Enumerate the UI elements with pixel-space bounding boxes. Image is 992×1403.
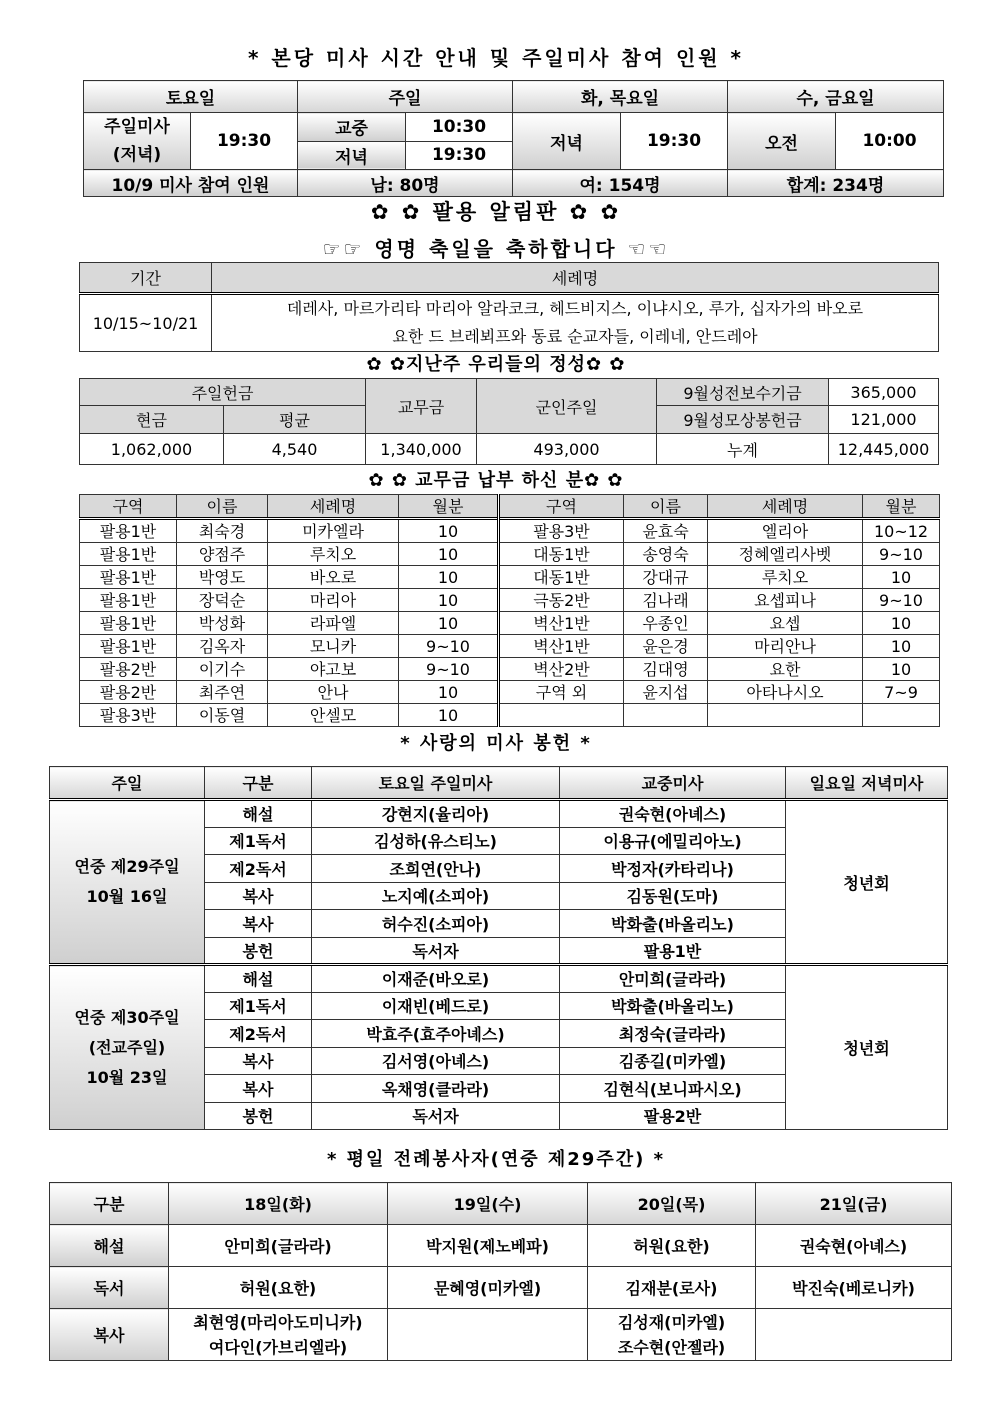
table-row — [50, 800, 948, 828]
dues-header-cell: 월분 — [399, 495, 499, 519]
sunday-main-label: 교중 — [298, 113, 406, 142]
fund1-label: 9월성전보수기금 — [657, 379, 829, 406]
attendance-label: 10/9 미사 참여 인원 — [84, 170, 298, 197]
server-cell: 박화출(바올리노) — [560, 910, 786, 938]
table-row — [80, 704, 940, 727]
server-cell: 김동원(도마) — [560, 882, 786, 910]
dues-cell: 10 — [399, 704, 499, 727]
dues-cell: 팔용1반 — [80, 612, 177, 635]
server-cell: 최정숙(글라라) — [560, 1020, 786, 1048]
dues-cell: 구역 외 — [499, 681, 624, 704]
weekday-server-cell: 안미희(글라라) — [169, 1225, 388, 1267]
dues-cell: 9~10 — [863, 543, 940, 566]
dues-cell: 송영숙 — [624, 543, 708, 566]
weekday-title: * 평일 전례봉사자(연중 제29주간) * — [326, 1149, 666, 1170]
dues-cell: 극동2반 — [499, 589, 624, 612]
dues-cell: 벽산1반 — [499, 612, 624, 635]
table-row — [80, 681, 940, 704]
dues-cell: 9~10 — [399, 635, 499, 658]
dues-cell: 팔용3반 — [499, 519, 624, 543]
table-row — [80, 566, 940, 589]
cash-label: 현금 — [80, 406, 224, 434]
dues-cell: 김대영 — [624, 658, 708, 681]
table-row — [80, 612, 940, 635]
dues-cell: 10 — [399, 543, 499, 566]
fund1-value: 365,000 — [829, 379, 939, 406]
server-cell: 김현식(보니파시오) — [560, 1075, 786, 1103]
sunday-cell — [50, 800, 205, 965]
saturday-mass-time: 19:30 — [191, 113, 298, 170]
military-value: 493,000 — [477, 434, 657, 465]
feast-title: ☞☞ 영명 축일을 축하합니다 ☜☜ — [322, 237, 670, 261]
dues-cell: 루치오 — [708, 566, 863, 589]
role-cell: 봉헌 — [205, 937, 312, 965]
dues-cell: 10 — [399, 519, 499, 543]
love-header-cell: 토요일 주일미사 — [312, 767, 560, 800]
love-header-row — [50, 767, 948, 800]
dues-header-cell: 이름 — [624, 495, 708, 519]
dues-table — [79, 494, 940, 727]
weekday-server-cell: 박지원(제노베파) — [388, 1225, 588, 1267]
table-row — [50, 1225, 952, 1267]
dues-cell: 최주연 — [177, 681, 268, 704]
dues-cell: 최숙경 — [177, 519, 268, 543]
dues-cell: 라파엘 — [268, 612, 399, 635]
server-cell: 허수진(소피아) — [312, 910, 560, 938]
attendance-male: 남: 80명 — [298, 170, 513, 197]
fund2-label: 9월성모상봉헌금 — [657, 406, 829, 434]
dues-cell: 윤은경 — [624, 635, 708, 658]
server-name: 최현영(마리아도미니카) — [193, 1312, 363, 1332]
dues-cell: 팔용3반 — [80, 704, 177, 727]
dues-cell: 대동1반 — [499, 566, 624, 589]
dues-cell: 아타나시오 — [708, 681, 863, 704]
dues-cell: 팔용2반 — [80, 658, 177, 681]
table-row — [80, 635, 940, 658]
dues-cell: 10 — [863, 612, 940, 635]
weekday-server-cell — [588, 1309, 756, 1361]
col-baptismal-name: 세례명 — [212, 263, 939, 294]
sunday-cell — [50, 965, 205, 1130]
tue-thu-time: 19:30 — [621, 113, 728, 170]
weekday-header-cell: 19일(수) — [388, 1183, 588, 1225]
server-cell: 김종길(미카엘) — [560, 1047, 786, 1075]
server-cell: 안미희(글라라) — [560, 965, 786, 993]
sunday-line: (전교주일) — [88, 1037, 166, 1057]
average-label: 평균 — [224, 406, 366, 434]
dues-cell: 대동1반 — [499, 543, 624, 566]
dues-header-cell: 세례명 — [268, 495, 399, 519]
weekday-server-cell: 김재분(로사) — [588, 1267, 756, 1309]
weekday-header-cell: 18일(화) — [169, 1183, 388, 1225]
dues-cell: 윤효숙 — [624, 519, 708, 543]
dues-cell: 우종인 — [624, 612, 708, 635]
dues-cell: 10 — [863, 658, 940, 681]
page-title: * 본당 미사 시간 안내 및 주일미사 참여 인원 * — [247, 46, 745, 70]
dues-cell: 팔용1반 — [80, 566, 177, 589]
dues-cell: 10 — [399, 566, 499, 589]
role-cell: 제1독서 — [205, 992, 312, 1020]
server-cell: 팔용1반 — [560, 937, 786, 965]
wed-fri-time: 10:00 — [836, 113, 944, 170]
dues-cell — [708, 704, 863, 727]
dues-cell: 팔용2반 — [80, 681, 177, 704]
dues-cell: 마리아 — [268, 589, 399, 612]
weekday-server-cell: 허원(요한) — [588, 1225, 756, 1267]
dues-cell: 마리안나 — [708, 635, 863, 658]
role-cell: 복사 — [205, 1047, 312, 1075]
church-fee-label: 교무금 — [366, 379, 477, 434]
sunday-line: 10월 23일 — [86, 1067, 168, 1087]
weekday-table — [49, 1182, 952, 1361]
role-cell: 복사 — [205, 882, 312, 910]
role-cell: 복사 — [205, 1075, 312, 1103]
day-saturday: 토요일 — [84, 81, 298, 113]
feast-table — [79, 262, 939, 352]
dues-cell: 팔용1반 — [80, 519, 177, 543]
dues-cell: 안나 — [268, 681, 399, 704]
server-cell: 노지예(소피아) — [312, 882, 560, 910]
feast-names: 데레사, 마르가리타 마리아 알라코크, 헤드비지스, 이냐시오, 루가, 십자가의 바오로 요한 드 브레뵈프와 동료 순교자들, 이레네, 안드레아 — [212, 294, 939, 352]
dues-header-row — [80, 495, 940, 519]
love-header-cell: 교중미사 — [560, 767, 786, 800]
day-tue-thu: 화, 목요일 — [513, 81, 728, 113]
dues-cell: 9~10 — [863, 589, 940, 612]
server-cell: 독서자 — [312, 1102, 560, 1130]
server-cell: 김서영(아녜스) — [312, 1047, 560, 1075]
evening-mass-cell: 청년회 — [786, 965, 948, 1130]
weekday-server-cell — [169, 1309, 388, 1361]
wed-fri-label: 오전 — [728, 113, 836, 170]
table-row — [80, 543, 940, 566]
server-cell: 박화출(바올리노) — [560, 992, 786, 1020]
server-name — [388, 1310, 587, 1335]
dues-cell: 바오로 — [268, 566, 399, 589]
weekday-server-cell — [756, 1309, 952, 1361]
server-cell: 팔용2반 — [560, 1102, 786, 1130]
server-cell: 이재빈(베드로) — [312, 992, 560, 1020]
server-cell: 권숙현(아녜스) — [560, 800, 786, 828]
weekday-header-row — [50, 1183, 952, 1225]
role-cell: 제1독서 — [205, 827, 312, 855]
day-sunday: 주일 — [298, 81, 513, 113]
weekday-server-cell: 박진숙(베로니카) — [756, 1267, 952, 1309]
role-cell: 제2독서 — [205, 855, 312, 883]
dues-cell: 안셀모 — [268, 704, 399, 727]
dues-cell — [863, 704, 940, 727]
weekday-header-cell: 구분 — [50, 1183, 169, 1225]
role-cell: 해설 — [205, 965, 312, 993]
server-name: 여다인(가브리엘라) — [208, 1337, 348, 1357]
server-cell: 박정자(카타리나) — [560, 855, 786, 883]
dues-cell: 요셉피나 — [708, 589, 863, 612]
weekday-server-cell: 문혜영(미카엘) — [388, 1267, 588, 1309]
weekday-header-cell: 21일(금) — [756, 1183, 952, 1225]
dues-cell: 10 — [399, 612, 499, 635]
dues-cell: 10 — [863, 635, 940, 658]
average-value: 4,540 — [224, 434, 366, 465]
dues-cell — [624, 704, 708, 727]
attendance-total: 합계: 234명 — [728, 170, 944, 197]
table-row — [50, 1267, 952, 1309]
weekday-role-cell: 해설 — [50, 1225, 169, 1267]
dues-cell: 미카엘라 — [268, 519, 399, 543]
dues-cell: 김옥자 — [177, 635, 268, 658]
weekday-role-cell: 독서 — [50, 1267, 169, 1309]
server-cell: 강현지(율리아) — [312, 800, 560, 828]
dues-cell: 모니카 — [268, 635, 399, 658]
offering-table — [79, 378, 939, 465]
role-cell: 봉헌 — [205, 1102, 312, 1130]
dues-cell — [499, 704, 624, 727]
dues-cell: 10 — [863, 566, 940, 589]
cumulative-label: 누계 — [657, 434, 829, 465]
evening-mass-cell: 청년회 — [786, 800, 948, 965]
weekday-server-cell: 허원(요한) — [169, 1267, 388, 1309]
server-name — [756, 1335, 951, 1360]
sunday-offering-label: 주일헌금 — [80, 379, 366, 406]
dues-header-cell: 이름 — [177, 495, 268, 519]
dues-cell: 이동열 — [177, 704, 268, 727]
dues-cell: 야고보 — [268, 658, 399, 681]
table-row — [50, 965, 948, 993]
dues-cell: 10 — [399, 589, 499, 612]
tue-thu-label: 저녁 — [513, 113, 621, 170]
dues-header-cell: 세례명 — [708, 495, 863, 519]
attendance-female: 여: 154명 — [513, 170, 728, 197]
dues-cell: 팔용1반 — [80, 589, 177, 612]
server-cell: 독서자 — [312, 937, 560, 965]
server-name — [388, 1335, 587, 1360]
mass-schedule-table — [83, 80, 944, 197]
sunday-line: 10월 16일 — [86, 887, 168, 906]
day-wed-fri: 수, 금요일 — [728, 81, 944, 113]
dues-cell: 9~10 — [399, 658, 499, 681]
col-period: 기간 — [80, 263, 212, 294]
sunday-evening-label: 저녁 — [298, 141, 406, 170]
dues-cell: 박영도 — [177, 566, 268, 589]
role-cell: 해설 — [205, 800, 312, 828]
dues-cell: 강대규 — [624, 566, 708, 589]
weekday-header-cell: 20일(목) — [588, 1183, 756, 1225]
server-cell: 김성하(유스티노) — [312, 827, 560, 855]
sunday-line: 연중 제29주일 — [74, 857, 180, 876]
church-fee-value: 1,340,000 — [366, 434, 477, 465]
dues-cell: 엘리아 — [708, 519, 863, 543]
dues-header-cell: 구역 — [499, 495, 624, 519]
weekday-role-cell: 복사 — [50, 1309, 169, 1361]
military-sunday-label: 군인주일 — [477, 379, 657, 434]
love-mass-title: * 사랑의 미사 봉헌 * — [400, 733, 592, 754]
love-header-cell: 주일 — [50, 767, 205, 800]
server-cell: 박효주(효주아녜스) — [312, 1020, 560, 1048]
server-name — [756, 1310, 951, 1335]
server-cell: 조희연(안나) — [312, 855, 560, 883]
server-cell: 옥채영(클라라) — [312, 1075, 560, 1103]
dues-header-cell: 구역 — [80, 495, 177, 519]
dues-cell: 정혜엘리사벳 — [708, 543, 863, 566]
notice-title: ✿ ✿ 팔용 알림판 ✿ ✿ — [370, 200, 622, 224]
dues-cell: 요셉 — [708, 612, 863, 635]
server-cell: 이재준(바오로) — [312, 965, 560, 993]
dues-cell: 10 — [399, 681, 499, 704]
dues-cell: 7~9 — [863, 681, 940, 704]
sunday-main-time: 10:30 — [406, 113, 513, 142]
dues-cell: 벽산1반 — [499, 635, 624, 658]
dues-cell: 윤지섭 — [624, 681, 708, 704]
table-row — [80, 589, 940, 612]
dues-cell: 벽산2반 — [499, 658, 624, 681]
dues-cell: 박성화 — [177, 612, 268, 635]
saturday-mass-label: 주일미사 (저녁) — [84, 113, 191, 170]
table-row — [80, 519, 940, 543]
sunday-line: 연중 제30주일 — [74, 1007, 180, 1027]
weekday-server-cell — [388, 1309, 588, 1361]
dues-cell: 10~12 — [863, 519, 940, 543]
feast-period: 10/15~10/21 — [80, 294, 212, 352]
server-name: 김성재(미카엘) — [617, 1312, 726, 1332]
dues-cell: 팔용1반 — [80, 543, 177, 566]
cash-value: 1,062,000 — [80, 434, 224, 465]
cumulative-value: 12,445,000 — [829, 434, 939, 465]
dues-cell: 팔용1반 — [80, 635, 177, 658]
love-mass-table — [49, 766, 948, 1130]
dues-cell: 양점주 — [177, 543, 268, 566]
role-cell: 복사 — [205, 910, 312, 938]
table-row — [80, 658, 940, 681]
sunday-evening-time: 19:30 — [406, 141, 513, 170]
offering-title: ✿ ✿지난주 우리들의 정성✿ ✿ — [366, 354, 626, 375]
server-cell: 이용규(에밀리아노) — [560, 827, 786, 855]
server-name: 조수현(안젤라) — [617, 1337, 726, 1357]
role-cell: 제2독서 — [205, 1020, 312, 1048]
dues-cell: 루치오 — [268, 543, 399, 566]
dues-header-cell: 월분 — [863, 495, 940, 519]
fund2-value: 121,000 — [829, 406, 939, 434]
love-header-cell: 구분 — [205, 767, 312, 800]
dues-title: ✿ ✿ 교무금 납부 하신 분✿ ✿ — [368, 470, 624, 491]
weekday-server-cell: 권숙현(아녜스) — [756, 1225, 952, 1267]
table-row — [50, 1309, 952, 1361]
dues-cell: 장덕순 — [177, 589, 268, 612]
dues-cell: 김나래 — [624, 589, 708, 612]
love-header-cell: 일요일 저녁미사 — [786, 767, 948, 800]
dues-cell: 이기수 — [177, 658, 268, 681]
dues-cell: 요한 — [708, 658, 863, 681]
